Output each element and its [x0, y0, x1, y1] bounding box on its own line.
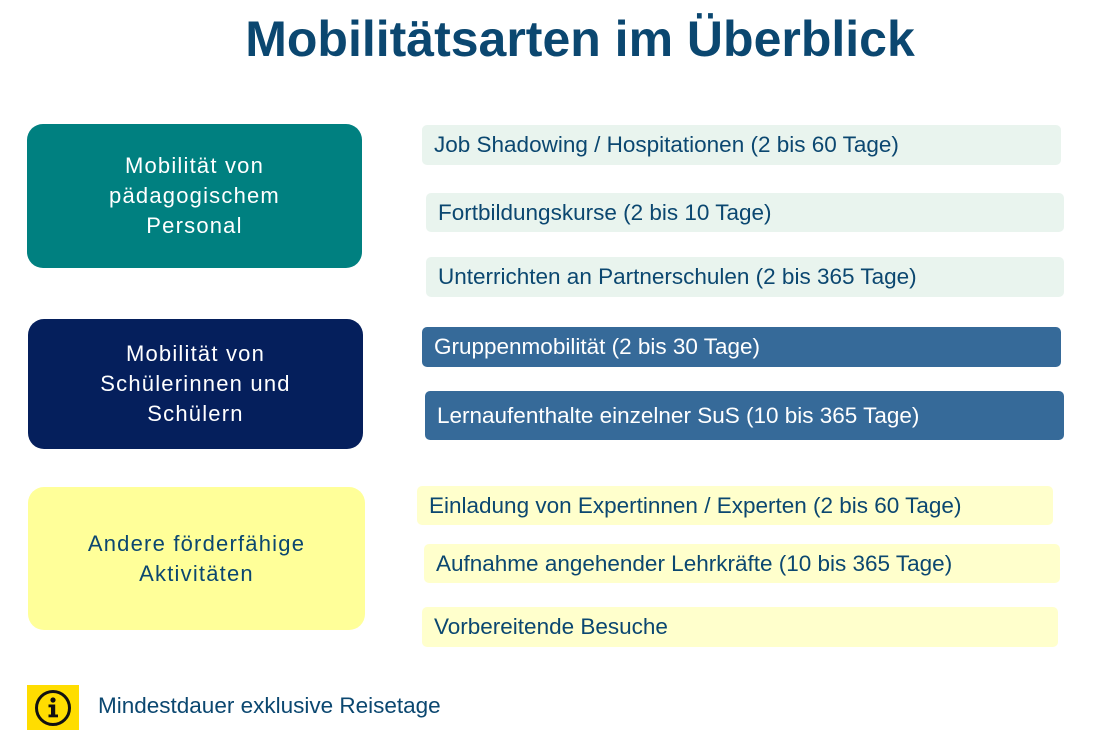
- page-title: Mobilitätsarten im Überblick: [245, 11, 915, 67]
- activity-item: Vorbereitende Besuche: [422, 607, 1058, 647]
- category-teaching-staff: Mobilität von pädagogischem Personal: [27, 124, 362, 268]
- category-other-activities: Andere förderfähige Aktivitäten: [28, 487, 365, 630]
- activity-item: Unterrichten an Partnerschulen (2 bis 365 Tage): [426, 257, 1064, 297]
- footnote-text: Mindestdauer exklusive Reisetage: [98, 693, 441, 718]
- activity-item: Job Shadowing / Hospitationen (2 bis 60 Tage): [422, 125, 1061, 165]
- activity-item: Einladung von Expertinnen / Experten (2 bis 60 Tage): [417, 486, 1053, 525]
- activity-item: Gruppenmobilität (2 bis 30 Tage): [422, 327, 1061, 367]
- category-students: Mobilität von Schülerinnen und Schülern: [28, 319, 363, 449]
- info-icon: [27, 685, 79, 730]
- activity-item: Fortbildungskurse (2 bis 10 Tage): [426, 193, 1064, 232]
- activity-item: Aufnahme angehender Lehrkräfte (10 bis 365 Tage): [424, 544, 1060, 583]
- activity-item: Lernaufenthalte einzelner SuS (10 bis 365 Tage): [425, 391, 1064, 440]
